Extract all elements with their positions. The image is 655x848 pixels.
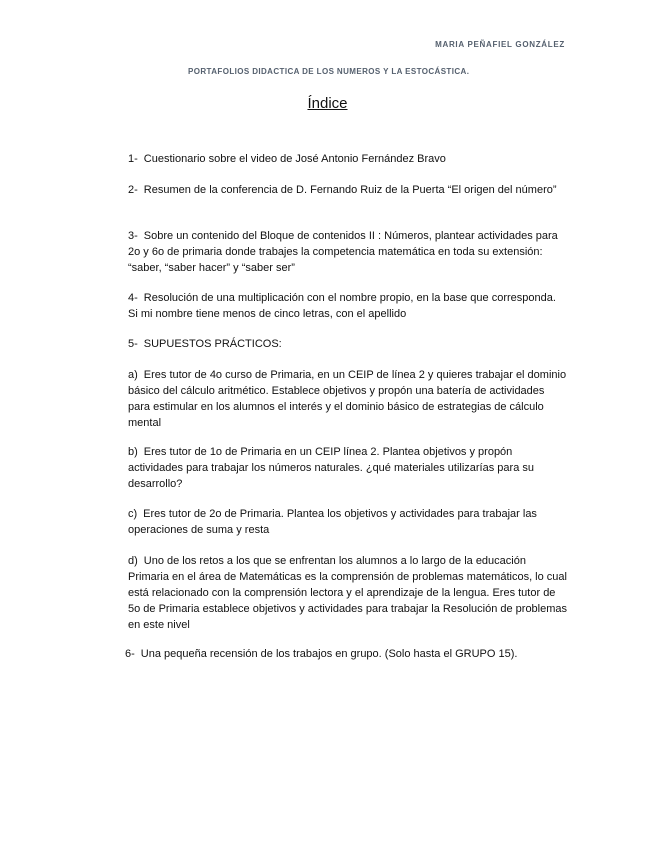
author-name: MARIA PEÑAFIEL GONZÁLEZ xyxy=(435,40,565,49)
index-item-text: Una pequeña recensión de los trabajos en grupo. (Solo hasta el GRUPO 15). xyxy=(140,648,518,660)
index-item-text: Sobre un contenido del Bloque de contenidos II : Números, plantear actividades para 2o y 6o de primaria donde trabajes la competencia matemática en toda su extensión: “saber, “saber hacer” y “saber ser” xyxy=(128,230,558,274)
index-item-3 xyxy=(128,228,568,276)
index-item-5 xyxy=(128,336,568,352)
index-item-number: 3- xyxy=(128,230,138,242)
document-subject: PORTAFOLIOS DIDACTICA DE LOS NUMEROS Y LA ESTOCÁSTICA. xyxy=(188,67,470,76)
index-item-text: Uno de los retos a los que se enfrentan los alumnos a lo largo de la educación Primaria en el área de Matemáticas es la comprensión de problemas matemáticos, lo cual está relacionado con la comprensión lectora y el aprendizaje de la lengua. Eres tutor de 5o de Primaria establece objetivos y actividades para trabajar la Resolución de problemas en este nivel xyxy=(128,555,568,631)
index-item-number: d) xyxy=(128,555,138,567)
index-item-text: Eres tutor de 4o curso de Primaria, en un CEIP de línea 2 y quieres trabajar el dominio básico del cálculo aritmético. Establece objetivos y propón una batería de actividades para estimular en los alumnos el interés y el dominio básico de estrategias de cálculo mental xyxy=(128,369,567,429)
index-item-text: Cuestionario sobre el video de José Antonio Fernández Bravo xyxy=(143,153,446,165)
index-item-text: SUPUESTOS PRÁCTICOS: xyxy=(143,338,282,350)
index-subitem-c xyxy=(128,506,568,538)
index-subitem-d xyxy=(128,553,568,633)
index-item-6 xyxy=(125,646,575,662)
index-item-number: 2- xyxy=(128,184,138,196)
index-item-text: Resolución de una multiplicación con el nombre propio, en la base que corresponda. Si mi nombre tiene menos de cinco letras, con el apellido xyxy=(128,292,556,320)
index-item-text: Resumen de la conferencia de D. Fernando Ruiz de la Puerta “El origen del número” xyxy=(143,184,557,196)
index-item-number: 5- xyxy=(128,338,138,350)
page-title: Índice xyxy=(307,95,348,112)
index-item-number: b) xyxy=(128,446,138,458)
index-subitem-b xyxy=(128,444,568,492)
index-item-text: Eres tutor de 1o de Primaria en un CEIP línea 2. Plantea objetivos y propón actividades para trabajar los números naturales. ¿qué materiales utilizarías para su desarrollo? xyxy=(128,446,534,490)
index-item-number: 6- xyxy=(125,648,135,660)
index-item-2 xyxy=(128,182,568,198)
index-item-number: 4- xyxy=(128,292,138,304)
index-item-number: 1- xyxy=(128,153,138,165)
index-subitem-a xyxy=(128,367,568,431)
index-item-number: c) xyxy=(128,508,138,520)
index-item-number: a) xyxy=(128,369,138,381)
index-item-4 xyxy=(128,290,568,322)
index-item-text: Eres tutor de 2o de Primaria. Plantea los objetivos y actividades para trabajar las operaciones de suma y resta xyxy=(128,508,537,536)
index-item-1 xyxy=(128,151,568,167)
